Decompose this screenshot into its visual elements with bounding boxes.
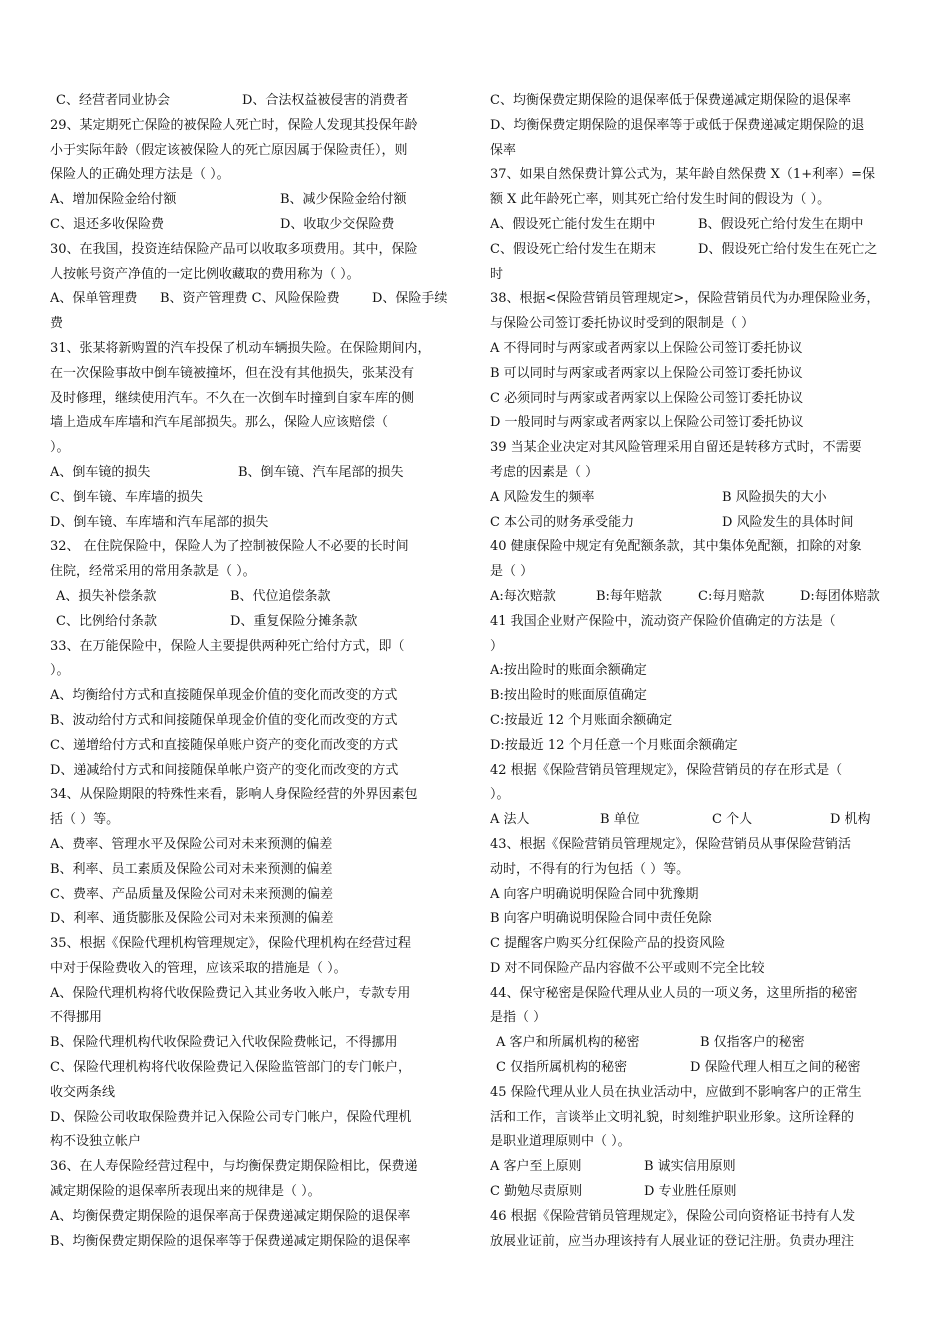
question-46-line-1: 46 根据《保险营销员管理规定》，保险公司向资格证书持有人发 xyxy=(490,1208,856,1224)
option-line xyxy=(490,1031,910,1056)
option-c: C、经营者同业协会 xyxy=(56,93,170,108)
left-column xyxy=(50,89,470,1254)
option-line xyxy=(490,808,910,833)
option-line xyxy=(50,188,470,213)
option-c: C、退还多收保险费 xyxy=(50,216,164,232)
option-c: C 个人 xyxy=(712,812,753,828)
option-d: D、合法权益被侵害的消费者 xyxy=(242,93,409,108)
option-d: D:按最近 12 个月任意一个月账面余额确定 xyxy=(490,737,738,753)
option-line xyxy=(490,1155,910,1180)
option-d: D 风险发生的具体时间 xyxy=(722,514,854,530)
option-d: D、利率、通货膨胀及保险公司对未来预测的偏差 xyxy=(50,911,334,927)
question-39-line-2: 考虑的因素是（ ） xyxy=(490,464,599,480)
option-c: C 仅指所属机构的秘密 xyxy=(496,1060,628,1076)
option-a: A、倒车镜的损失 xyxy=(50,464,151,480)
question-31-line-3: 及时修理，继续使用汽车。不久在一次倒车时撞到自家车库的侧 xyxy=(50,390,415,406)
option-c: C 勤勉尽责原则 xyxy=(490,1184,583,1200)
question-35-line-2: 中对于保险费收入的管理，应该采取的措施是（ ）。 xyxy=(50,960,347,976)
option-a: A、均衡保费定期保险的退保率高于保费递减定期保险的退保率 xyxy=(50,1208,411,1224)
option-b: B、代位追偿条款 xyxy=(230,588,331,604)
question-45-line-3: 是职业道理原则中（ ）。 xyxy=(490,1134,631,1150)
question-29-line-1: 29、某定期死亡保险的被保险人死亡时，保险人发现其投保年龄 xyxy=(50,117,418,133)
option-line xyxy=(490,486,910,511)
option-a: A、增加保险金给付额 xyxy=(50,192,177,208)
option-c: C 必须同时与两家或者两家以上保险公司签订委托协议 xyxy=(490,390,804,406)
option-line xyxy=(50,461,470,486)
option-b-c: B、资产管理费 C、风险保险费 xyxy=(160,291,340,307)
option-b: B 仅指客户的秘密 xyxy=(700,1035,805,1051)
option-line xyxy=(490,1180,910,1205)
option-d: D、保险公司收取保险费并记入保险公司专门帐户，保险代理机 xyxy=(50,1109,412,1125)
right-column xyxy=(490,89,910,1254)
option-a: A、损失补偿条款 xyxy=(56,588,157,604)
question-32-line-2: 住院，经常采用的常用条款是（ ）。 xyxy=(50,564,256,580)
option-d: D、均衡保费定期保险的退保率等于或低于保费递减定期保险的退 xyxy=(490,117,865,133)
option-a: A、保险代理机构将代收保险费记入其业务收入帐户，专款专用 xyxy=(50,985,411,1001)
option-line xyxy=(490,585,910,610)
option-d: D 机构 xyxy=(830,812,871,828)
question-35-line-1: 35、根据《保险代理机构管理规定》，保险代理机构在经营过程 xyxy=(50,936,412,952)
option-c: C 提醒客户购买分红保险产品的投资风险 xyxy=(490,936,726,952)
option-b: B 可以同时与两家或者两家以上保险公司签订委托协议 xyxy=(490,365,803,381)
question-38-line-2: 与保险公司签订委托协议时受到的限制是（ ） xyxy=(490,316,755,332)
option-d: D、递减给付方式和间接随保单帐户资产的变化而改变的方式 xyxy=(50,762,399,778)
option-d: D、保险手续 xyxy=(372,291,448,307)
question-37-line-2: 额 X 此年龄死亡率，则其死亡给付发生时间的假设为（ ）。 xyxy=(490,192,831,208)
option-b: B 向客户明确说明保险合同中责任免除 xyxy=(490,911,712,927)
question-41-line-2: ） xyxy=(490,638,504,654)
question-39-line-1: 39 当某企业决定对其风险管理采用自留还是转移方式时，不需要 xyxy=(490,440,862,456)
question-30-line-2: 人按帐号资产净值的一定比例收藏取的费用称为（ ）。 xyxy=(50,266,360,282)
option-a: A、均衡给付方式和直接随保单现金价值的变化而改变的方式 xyxy=(50,688,398,704)
question-36-line-1: 36、在人寿保险经营过程中，与均衡保费定期保险相比，保费递 xyxy=(50,1159,418,1175)
option-line xyxy=(50,610,470,635)
question-38-line-1: 38、根据<保险营销员管理规定>，保险营销员代为办理保险业务， xyxy=(490,291,880,307)
question-43-line-1: 43、根据《保险营销员管理规定》，保险营销员从事保险营销活 xyxy=(490,836,852,852)
question-30-line-1: 30、在我国，投资连结保险产品可以收取多项费用。其中，保险 xyxy=(50,241,418,257)
option-line xyxy=(50,213,470,238)
option-line xyxy=(490,1056,910,1081)
option-line xyxy=(50,89,470,114)
question-45-line-2: 活和工作，言谈举止文明礼貌，时刻维护职业形象。这所诠释的 xyxy=(490,1109,855,1125)
option-b: B、利率、员工素质及保险公司对未来预测的偏差 xyxy=(50,861,333,877)
option-c: C、递增给付方式和直接随保单账户资产的变化而改变的方式 xyxy=(50,737,398,753)
option-a: A 风险发生的频率 xyxy=(490,489,595,505)
option-c: C、均衡保费定期保险的退保率低于保费递减定期保险的退保率 xyxy=(490,93,851,108)
option-d: D 专业胜任原则 xyxy=(644,1184,737,1200)
option-b: B、波动给付方式和间接随保单现金价值的变化而改变的方式 xyxy=(50,712,398,728)
question-31-line-2: 在一次保险事故中倒车镜被撞坏，但在没有其他损失，张某没有 xyxy=(50,365,415,381)
option-a: A 向客户明确说明保险合同中犹豫期 xyxy=(490,886,699,902)
question-33-line-1: 33、在万能保险中，保险人主要提供两种死亡给付方式，即（ xyxy=(50,638,405,654)
option-d: D、假设死亡给付发生在死亡之 xyxy=(698,241,878,257)
question-43-line-2: 动时，不得有的行为包括（ ）等。 xyxy=(490,861,690,877)
question-45-line-1: 45 保险代理从业人员在执业活动中，应做到不影响客户的正常生 xyxy=(490,1084,862,1100)
option-d: D、重复保险分摊条款 xyxy=(230,613,358,629)
option-b: B、均衡保费定期保险的退保率等于保费递减定期保险的退保率 xyxy=(50,1233,411,1249)
question-41-line-1: 41 我国企业财产保险中，流动资产保险价值确定的方法是（ xyxy=(490,613,836,629)
question-34-line-1: 34、从保险期限的特殊性来看，影响人身保险经营的外界因素包 xyxy=(50,787,418,803)
question-42-line-2: ）。 xyxy=(490,787,510,803)
option-b: B:每年赔款 xyxy=(596,588,662,604)
option-b: B 风险损失的大小 xyxy=(722,489,827,505)
option-line xyxy=(490,511,910,536)
option-b: B、假设死亡给付发生在期中 xyxy=(698,216,864,232)
option-d-cont: 时 xyxy=(490,266,504,282)
question-37-line-1: 37、如果自然保费计算公式为，某年龄自然保费 X（1+利率）=保 xyxy=(490,167,875,183)
option-b: B 诚实信用原则 xyxy=(644,1159,736,1175)
question-32-line-1: 32、 在住院保险中，保险人为了控制被保险人不必要的长时间 xyxy=(50,539,409,555)
option-c-cont: 收交两条线 xyxy=(50,1084,116,1100)
question-46-line-2: 放展业证前，应当办理该持有人展业证的登记注册。负责办理注 xyxy=(490,1233,855,1249)
option-d-cont: 保率 xyxy=(490,142,517,158)
option-c: C:按最近 12 个月账面余额确定 xyxy=(490,712,673,728)
option-a: A:每次赔款 xyxy=(490,588,556,604)
option-a: A:按出险时的账面余额确定 xyxy=(490,663,647,679)
option-a-cont: 不得挪用 xyxy=(50,1010,103,1026)
question-40-line-2: 是（ ） xyxy=(490,564,534,580)
option-b: B、倒车镜、汽车尾部的损失 xyxy=(238,464,404,480)
question-31-line-5: ）。 xyxy=(50,440,70,456)
option-d: D、收取少交保险费 xyxy=(280,216,395,232)
option-c: C:每月赔款 xyxy=(698,588,765,604)
option-c: C、比例给付条款 xyxy=(56,613,157,629)
option-a: A 客户至上原则 xyxy=(490,1159,582,1175)
option-c: C、假设死亡给付发生在期末 xyxy=(490,241,656,257)
question-29-line-2: 小于实际年龄（假定该被保险人的死亡原因属于保险责任），则 xyxy=(50,142,408,158)
question-33-line-2: ）。 xyxy=(50,663,70,679)
option-line xyxy=(490,238,910,263)
option-c: C、倒车镜、车库墙的损失 xyxy=(50,489,203,505)
option-b: B、减少保险金给付额 xyxy=(280,192,407,208)
option-line xyxy=(490,213,910,238)
option-d: D 保险代理人相互之间的秘密 xyxy=(690,1060,861,1076)
option-d: D、倒车镜、车库墙和汽车尾部的损失 xyxy=(50,514,269,530)
option-b: B:按出险时的账面原值确定 xyxy=(490,688,647,704)
question-31-line-1: 31、张某将新购置的汽车投保了机动车辆损失险。在保险期间内， xyxy=(50,340,431,356)
option-a: A 法人 xyxy=(490,812,530,828)
option-b: B 单位 xyxy=(600,812,640,828)
option-a: A、费率、管理水平及保险公司对未来预测的偏差 xyxy=(50,836,333,852)
option-c: C、费率、产品质量及保险公司对未来预测的偏差 xyxy=(50,886,333,902)
option-d: D:每团体赔款 xyxy=(800,588,880,604)
option-a: A 客户和所属机构的秘密 xyxy=(496,1035,640,1051)
option-d: D 一般同时与两家或者两家以上保险公司签订委托协议 xyxy=(490,415,804,431)
option-c: C、保险代理机构将代收保险费记入保险监管部门的专门帐户， xyxy=(50,1060,411,1076)
question-42-line-1: 42 根据《保险营销员管理规定》，保险营销员的存在形式是（ xyxy=(490,762,843,778)
text-line: 费 xyxy=(50,316,64,332)
option-a: A、保单管理费 xyxy=(50,291,138,307)
option-c: C 本公司的财务承受能力 xyxy=(490,514,635,530)
question-44-line-1: 44、保守秘密是保险代理从业人员的一项义务，这里所指的秘密 xyxy=(490,985,858,1001)
question-40-line-1: 40 健康保险中规定有免配额条款，其中集体免配额，扣除的对象 xyxy=(490,539,862,555)
question-29-line-3: 保险人的正确处理方法是（ ）。 xyxy=(50,167,230,183)
question-44-line-2: 是指（ ） xyxy=(490,1010,547,1026)
question-34-line-2: 括（ ）等。 xyxy=(50,812,120,828)
option-d-cont: 构不设独立帐户 xyxy=(50,1134,142,1150)
option-a: A 不得同时与两家或者两家以上保险公司签订委托协议 xyxy=(490,340,803,356)
option-d: D 对不同保险产品内容做不公平或则不完全比较 xyxy=(490,960,765,976)
question-31-line-4: 墙上造成车库墙和汽车尾部损失。那么，保险人应该赔偿（ xyxy=(50,415,389,431)
option-b: B、保险代理机构代收保险费记入代收保险费帐记，不得挪用 xyxy=(50,1035,398,1051)
option-line xyxy=(50,585,470,610)
option-a: A、假设死亡能付发生在期中 xyxy=(490,216,656,232)
option-line xyxy=(50,287,470,312)
question-36-line-2: 减定期保险的退保率所表现出来的规律是（ ）。 xyxy=(50,1184,321,1200)
